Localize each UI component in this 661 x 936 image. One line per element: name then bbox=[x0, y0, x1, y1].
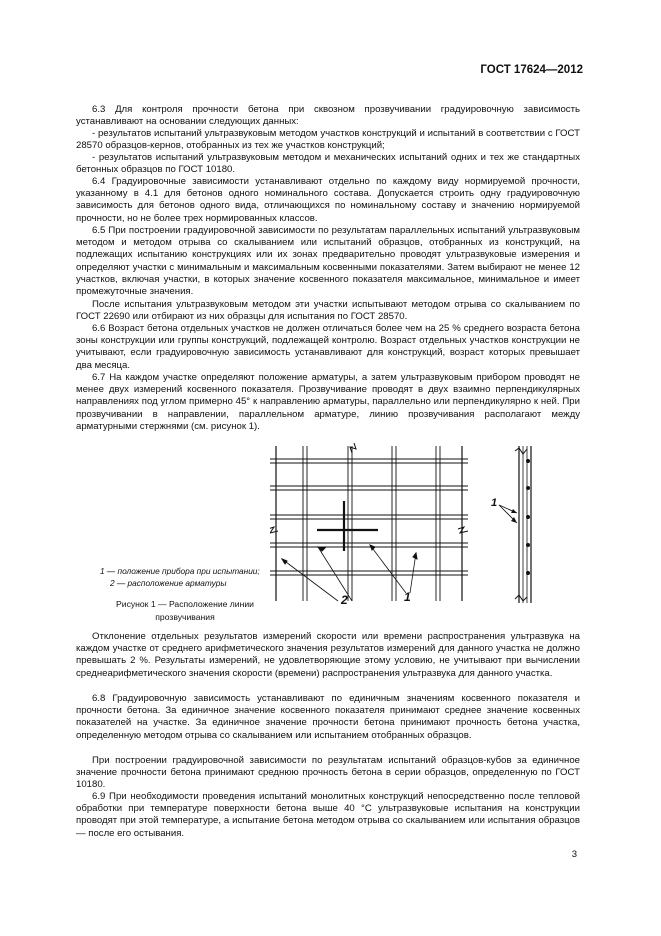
figure-caption: Рисунок 1 — Расположение линии прозвучивания bbox=[116, 599, 254, 622]
paragraph-6-9: 6.9 При необходимости проведения испытаний монолитных конструкций непосредственно после тепловой обработки при температуре поверхности бетона выше 40 °С ультразвуковые испытания на конструкции проводят при этой температуре, а испытание бетона методом отрыва со скалыванием или испытания образцов — после его остывания. bbox=[76, 791, 580, 839]
reinforcement-drawing bbox=[270, 443, 560, 605]
paragraph-6-3-item-1: - результатов испытаний ультразвуковым методом участков конструкций и испытаний в соответствии с ГОСТ 28570 образцов-кернов, отобранных из тех же участков конструкций; bbox=[76, 128, 580, 152]
paragraph-6-8: 6.8 Градуировочную зависимость устанавливают по единичным значениям косвенного показателя и прочности бетона. За единичное значение косвенного показателя принимают среднее значение косвенных показателей на участке. За единичное значение прочности бетона принимают прочность бетона участка, определенную методом отрыва со скалыванием или испытанием отобранных образцов. bbox=[76, 693, 580, 741]
paragraph-6-7: 6.7 На каждом участке определяют положение арматуры, а затем ультразвуковым прибором проводят не менее двух измерений косвенного показателя. Прозвучивание проводят в двух взаимно перпендикулярных направлениях под углом примерно 45° к направлению арматуры, параллельно или перпендикулярно к ней. При прозвучивании в направлении, параллельном арматуре, линию прозвучивания располагают между арматурными стержнями (см. рисунок 1). bbox=[76, 372, 580, 432]
figure-label-1-grid: 1 bbox=[404, 590, 411, 604]
paragraph-6-5: 6.5 При построении градуировочной зависимости по результатам параллельных испытаний ультразвуковым методом и методом отрыва со скалыванием или испытаний образцов, отобранных из конструкций, на подлежащих испытанию конструкциях или их зонах предварительно проводят ультразвуковые измерения и определяют участки с минимальным и максимальным косвенными показателями. Затем выбирают не менее 12 участков, включая участки, в которых значение косвенного показателя максимальное, минимальное и имеет промежуточные значения. bbox=[76, 225, 580, 298]
legend-item-1: 1 — положение прибора при испытании; bbox=[100, 566, 260, 576]
paragraph-6-6: 6.6 Возраст бетона отдельных участков не должен отличаться более чем на 25 % среднего возраста бетона зоны конструкции или группы конструкций, подлежащей контролю. Возраст отдельных участков конструкции не учитывают, если градуировочную зависимость устанавливают для конструкций, возраст которых превышает два месяца. bbox=[76, 323, 580, 371]
paragraph-deviation: Отклонение отдельных результатов измерений скорости или времени распространения ультразвука на каждом участке от среднего арифметического значения результатов измерений для данного участка не должно превышать 2 %. Результаты измерений, не удовлетворяющие этому условию, не учитывают при вычислении среднеарифметического значения скорости (времени) распространения ультразвука для данного участка. bbox=[76, 631, 580, 679]
page-number: 3 bbox=[571, 849, 577, 860]
paragraph-6-3-item-2: - результатов испытаний ультразвуковым методом и механических испытаний одних и тех же стандартных бетонных образцов по ГОСТ 10180. bbox=[76, 152, 580, 176]
legend-item-2: 2 — расположение арматуры bbox=[110, 578, 227, 588]
paragraph-6-8-continued: При построении градуировочной зависимости по результатам испытаний образцов-кубов за единичное значение прочности бетона принимают среднюю прочность бетона в серии образцов, определенную по ГОСТ 10180. bbox=[76, 755, 580, 791]
figure-1 bbox=[270, 443, 560, 610]
paragraph-6-5-continued: После испытания ультразвуковым методом эти участки испытывают методом отрыва со скалыванием по ГОСТ 22690 или отбирают из них образцы для испытания по ГОСТ 28570. bbox=[76, 299, 580, 323]
paragraph-6-3: 6.3 Для контроля прочности бетона при сквозном прозвучивании градуировочную зависимость устанавливают на основании следующих данных: bbox=[76, 104, 580, 128]
figure-label-2: 2 bbox=[341, 593, 348, 605]
standard-code-header: ГОСТ 17624—2012 bbox=[480, 64, 583, 76]
paragraph-6-4: 6.4 Градуировочные зависимости устанавливают отдельно по каждому виду нормируемой прочности, указанному в 4.1 для бетонов одного номинального состава. Допускается строить одну градуировочную зависимость для бетонов одного вида, отличающихся по номинальному составу и значению нормируемой прочности, но не более трех нормированных классов. bbox=[76, 176, 580, 224]
figure-legend bbox=[100, 565, 272, 589]
figure-label-1-side: 1 bbox=[491, 497, 498, 509]
